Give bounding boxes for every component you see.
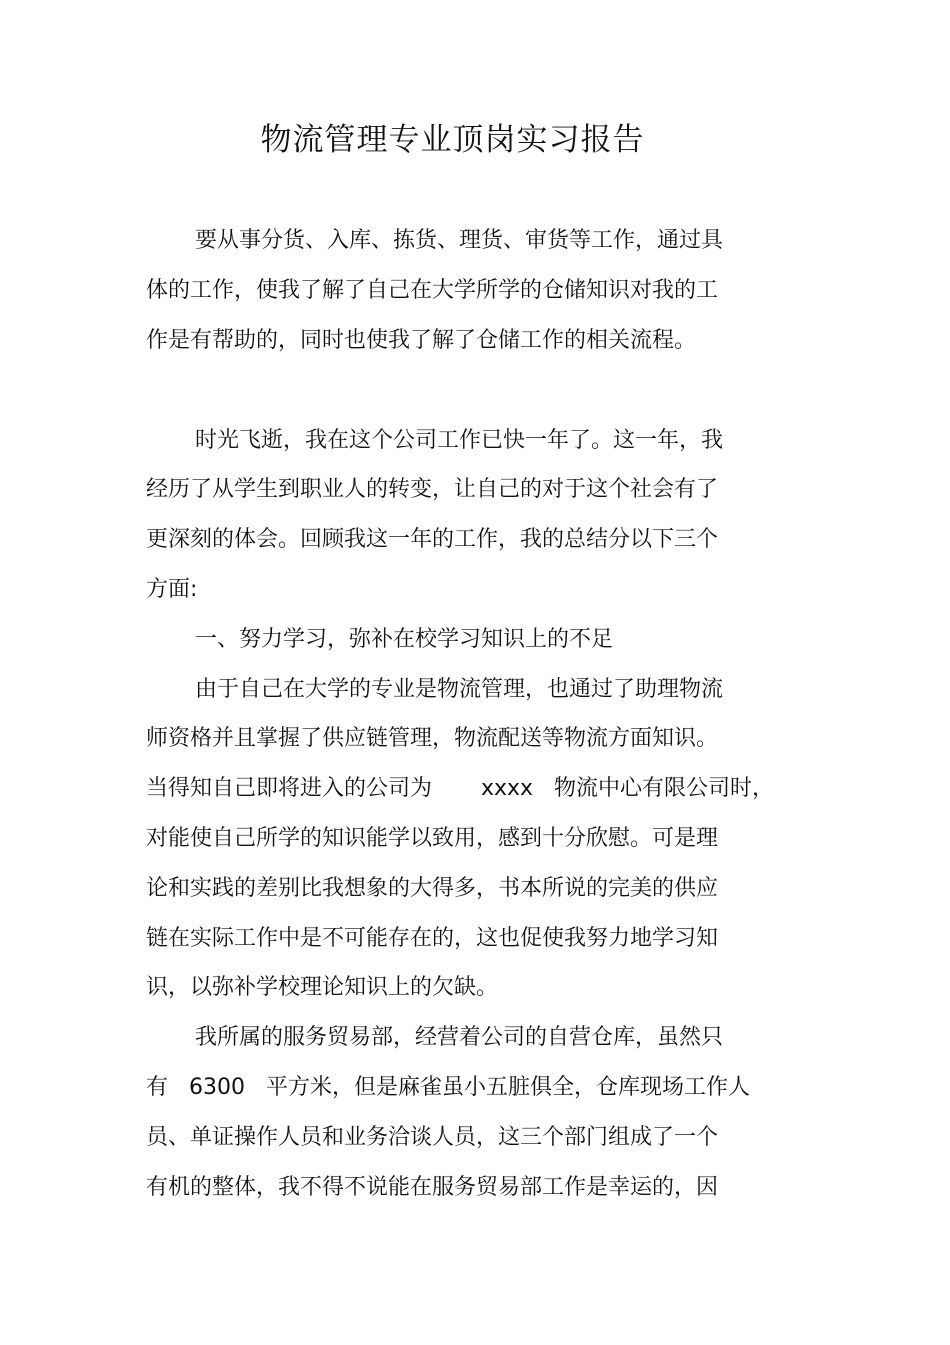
paragraph-line: 我所属的服务贸易部，经营着公司的自营仓库，虽然只 bbox=[195, 1025, 724, 1050]
document-title: 物流管理专业顶岗实习报告 bbox=[260, 122, 645, 158]
paragraph-line: 经历了从学生到职业人的转变，让自己的对于这个社会有了 bbox=[146, 477, 719, 502]
section-heading: 一、努力学习，弥补在校学习知识上的不足 bbox=[195, 627, 614, 652]
paragraph-line: 作是有帮助的，同时也使我了解了仓储工作的相关流程。 bbox=[146, 328, 697, 353]
paragraph-line: 论和实践的差别比我想象的大得多，书本所说的完美的供应 bbox=[146, 876, 719, 901]
paragraph-line: 师资格并且掌握了供应链管理，物流配送等物流方面知识。 bbox=[146, 726, 719, 751]
paragraph-line: 链在实际工作中是不可能存在的，这也促使我努力地学习知 bbox=[146, 926, 719, 951]
paragraph-line: 由于自己在大学的专业是物流管理，也通过了助理物流 bbox=[195, 677, 724, 702]
paragraph-line: 当得知自己即将进入的公司为 xxxx 物流中心有限公司时， bbox=[146, 776, 775, 801]
paragraph-line: 有 6300 平方米，但是麻雀虽小五脏俱全，仓库现场工作人 bbox=[146, 1075, 750, 1100]
paragraph-line: 方面: bbox=[146, 577, 198, 602]
paragraph-line: 要从事分货、入库、拣货、理货、审货等工作，通过具 bbox=[195, 228, 724, 253]
paragraph-line: 更深刻的体会。回顾我这一年的工作，我的总结分以下三个 bbox=[146, 527, 719, 552]
paragraph-line: 识，以弥补学校理论知识上的欠缺。 bbox=[146, 975, 499, 1000]
paragraph-line: 有机的整体，我不得不说能在服务贸易部工作是幸运的，因 bbox=[146, 1175, 719, 1200]
paragraph-line: 员、单证操作人员和业务洽谈人员，这三个部门组成了一个 bbox=[146, 1125, 719, 1150]
paragraph-line: 体的工作，使我了解了自己在大学所学的仓储知识对我的工 bbox=[146, 278, 719, 303]
paragraph-line: 对能使自己所学的知识能学以致用，感到十分欣慰。可是理 bbox=[146, 826, 719, 851]
paragraph-line: 时光飞逝，我在这个公司工作已快一年了。这一年，我 bbox=[195, 428, 724, 453]
